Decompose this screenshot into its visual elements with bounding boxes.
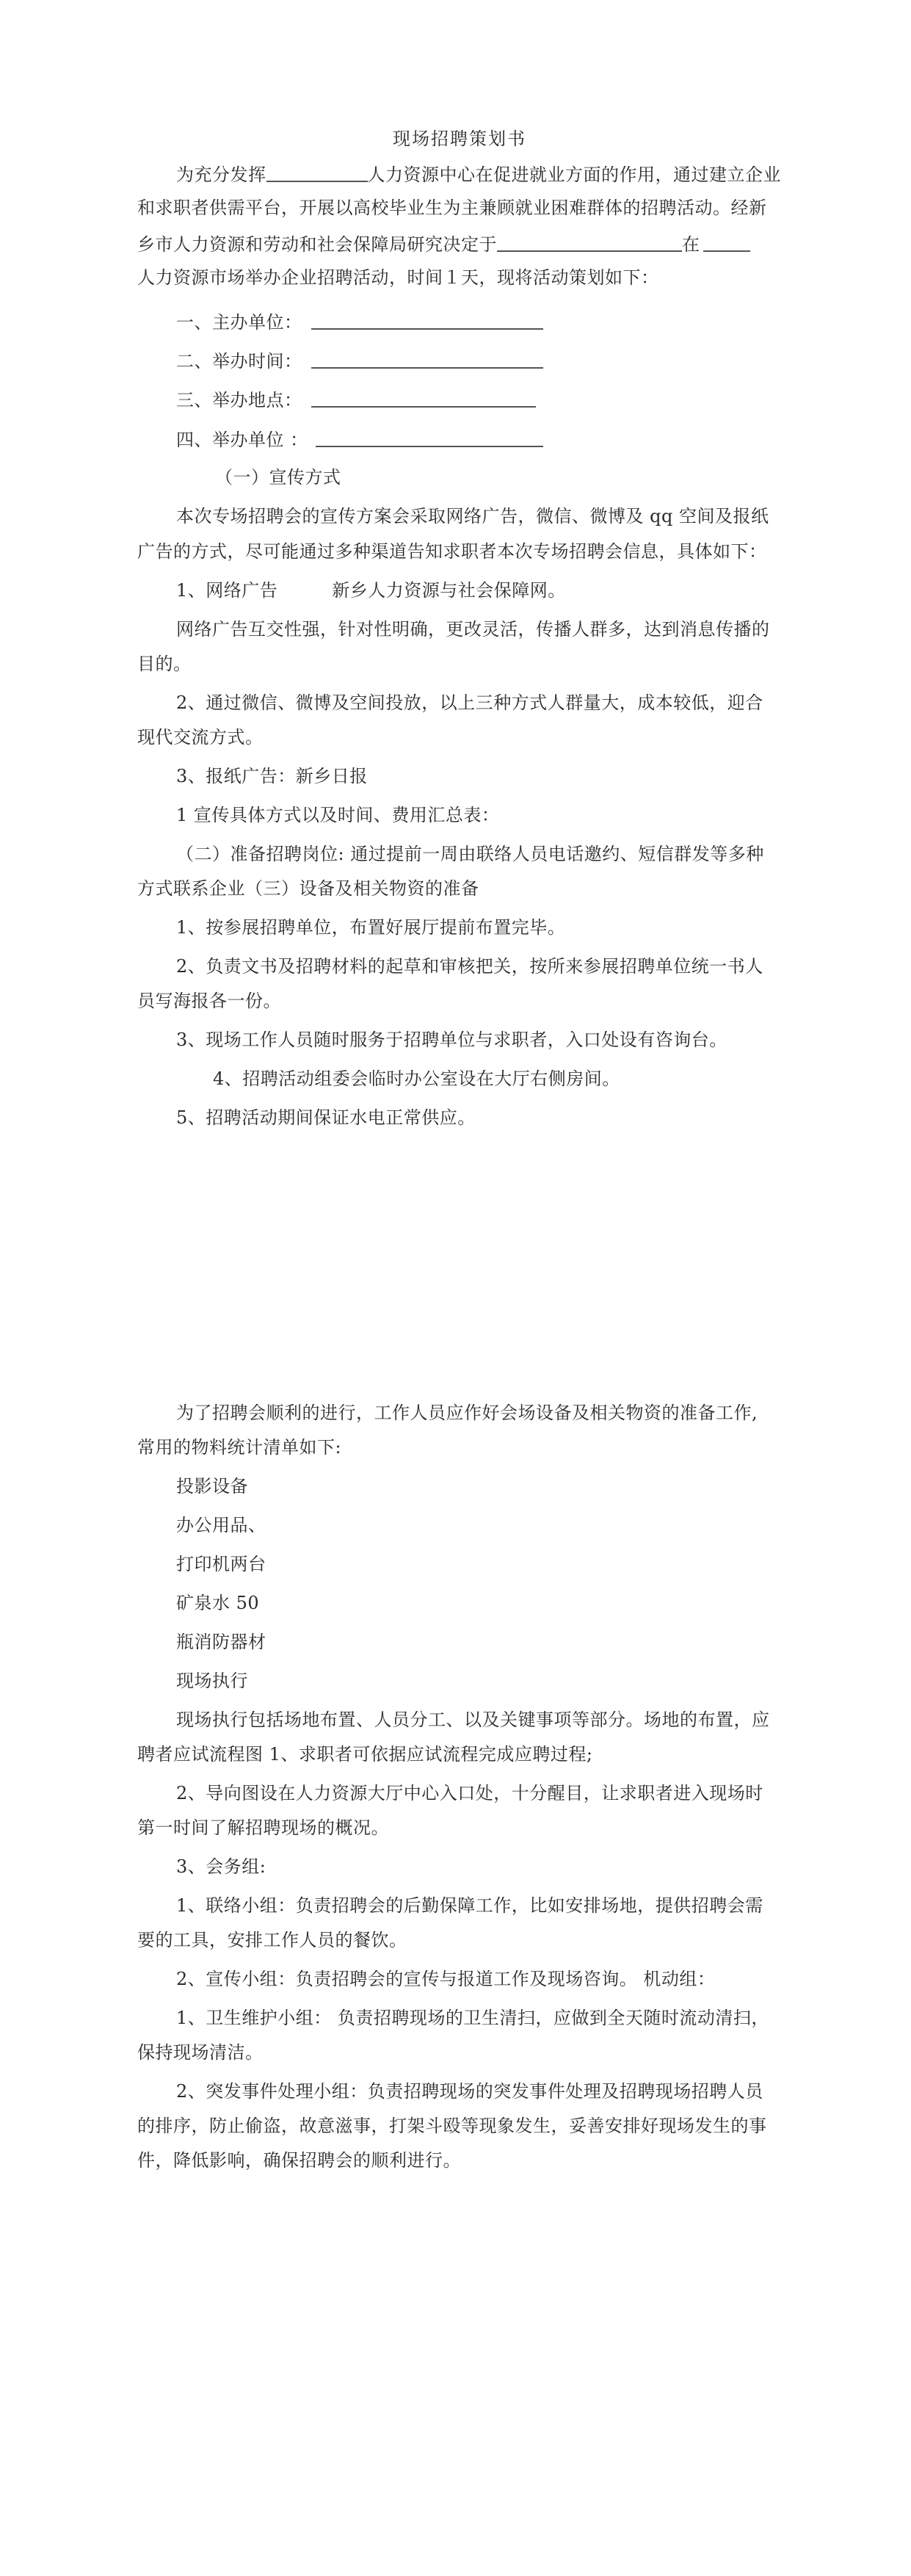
summary-table-note: 1 宣传具体方式以及时间、费用汇总表： — [176, 805, 500, 825]
blank-underline — [311, 348, 543, 369]
liaison-group-line-1: 1、联络小组：负责招聘会的后勤保障工作，比如安排场地，提供招聘会需 — [176, 1895, 763, 1916]
blank-underline — [266, 162, 368, 182]
info-label: 一、主办单位： — [176, 312, 302, 333]
conference-group-heading: 3、会务组: — [176, 1856, 266, 1877]
method-online-ad — [176, 579, 566, 602]
blank-underline — [703, 231, 750, 252]
info-label: 二、举办时间： — [176, 351, 302, 372]
material-item: 投影设备 — [176, 1476, 248, 1497]
section-heading-publicity: （一）宣传方式 — [215, 467, 341, 488]
material-item: 矿泉水 50 — [176, 1593, 260, 1613]
blank-underline — [316, 427, 543, 447]
info-item-organizer — [176, 309, 543, 334]
blank-underline — [311, 309, 543, 330]
method-label: 1、网络广告 — [176, 580, 278, 601]
info-item-time — [176, 348, 543, 373]
prep-item-5: 5、招聘活动期间保证水电正常供应。 — [176, 1107, 476, 1128]
intro-text: 乡市人力资源和劳动和社会保障局研究决定于 — [137, 234, 497, 255]
execution-paragraph-line-2: 聘者应试流程图 1、求职者可依据应试流程完成应聘过程; — [137, 1744, 593, 1765]
blank-underline — [311, 387, 536, 408]
intro-line-4: 人力资源市场举办企业招聘活动，时间１天，现将活动策划如下： — [137, 267, 659, 288]
materials-intro-line-1: 为了招聘会顺利的进行，工作人员应作好会场设备及相关物资的准备工作, — [176, 1403, 758, 1423]
section-heading-positions-line-1: （二）准备招聘岗位: 通过提前一周由联络人员电话邀约、短信群发等多种 — [176, 844, 764, 864]
method-social-line-1: 2、通过微信、微博及空间投放，以上三种方式人群量大，成本较低，迎合 — [176, 692, 763, 713]
prep-item-2-line-1: 2、负责文书及招聘材料的起草和审核把关，按所来参展招聘单位统一书人 — [176, 956, 763, 977]
materials-intro-line-2: 常用的物料统计清单如下: — [137, 1437, 342, 1458]
material-item: 现场执行 — [176, 1671, 248, 1691]
info-label: 四、举办单位 ： — [176, 430, 308, 450]
sanitation-group-line-1: 1、卫生维护小组： 负责招聘现场的卫生清扫，应做到全天随时流动清扫， — [176, 2008, 769, 2028]
prep-item-4: 4、招聘活动组委会临时办公室设在大厅右侧房间。 — [213, 1068, 620, 1089]
intro-text: 人力资源中心在促进就业方面的作用，通过建立企业 — [367, 164, 781, 185]
prep-item-2-line-2: 员写海报各一份。 — [137, 991, 281, 1011]
section-heading-positions-line-2: 方式联系企业（三）设备及相关物资的准备 — [137, 878, 479, 899]
liaison-group-line-2: 要的工具，安排工作人员的餐饮。 — [137, 1930, 407, 1950]
publicity-paragraph-line-1: 本次专场招聘会的宣传方案会采取网络广告，微信、微博及 qq 空间及报纸 — [176, 506, 769, 527]
publicity-paragraph-line-2: 广告的方式，尽可能通过多种渠道告知求职者本次专场招聘会信息，具体如下： — [137, 541, 767, 562]
material-item: 瓶消防器材 — [176, 1632, 266, 1652]
blank-underline — [497, 231, 682, 252]
method-newspaper: 3、报纸广告：新乡日报 — [176, 766, 368, 786]
sanitation-group-line-2: 保持现场清洁。 — [137, 2042, 264, 2063]
intro-line-1 — [176, 162, 781, 187]
online-ad-desc-line-2: 目的。 — [137, 654, 192, 674]
emergency-group-line-2: 的排序，防止偷盗，故意滋事，打架斗殴等现象发生，妥善安排好现场发生的事 — [137, 2116, 767, 2136]
document-title: 现场招聘策划书 — [393, 129, 526, 149]
info-label: 三、举办地点： — [176, 390, 302, 410]
prep-item-3: 3、现场工作人员随时服务于招聘单位与求职者，入口处设有咨询台。 — [176, 1030, 727, 1050]
material-item: 办公用品、 — [176, 1515, 266, 1535]
material-item: 打印机两台 — [176, 1554, 266, 1574]
prep-item-1: 1、按参展招聘单位，布置好展厅提前布置完毕。 — [176, 917, 566, 938]
execution-paragraph-line-1: 现场执行包括场地布置、人员分工、以及关键事项等部分。场地的布置，应 — [176, 1710, 770, 1730]
guide-map-line-1: 2、导向图设在人力资源大厅中心入口处，十分醒目，让求职者进入现场时 — [176, 1783, 763, 1803]
info-item-host — [176, 427, 543, 452]
method-value: 新乡人力资源与社会保障网。 — [332, 580, 566, 601]
intro-text: 在 — [682, 234, 700, 255]
emergency-group-line-3: 件，降低影响，确保招聘会的顺利进行。 — [137, 2150, 461, 2171]
online-ad-desc-line-1: 网络广告互交性强，针对性明确，更改灵活，传播人群多，达到消息传播的 — [176, 619, 770, 640]
info-item-location — [176, 387, 536, 412]
intro-line-2: 和求职者供需平台，开展以高校毕业生为主兼顾就业困难群体的招聘活动。经新 — [137, 198, 767, 218]
intro-text: 为充分发挥 — [176, 164, 266, 185]
intro-line-3 — [137, 231, 750, 256]
publicity-group: 2、宣传小组：负责招聘会的宣传与报道工作及现场咨询。 机动组： — [176, 1969, 716, 1989]
guide-map-line-2: 第一时间了解招聘现场的概况。 — [137, 1817, 389, 1838]
emergency-group-line-1: 2、突发事件处理小组：负责招聘现场的突发事件处理及招聘现场招聘人员 — [176, 2081, 763, 2102]
method-social-line-2: 现代交流方式。 — [137, 727, 264, 748]
